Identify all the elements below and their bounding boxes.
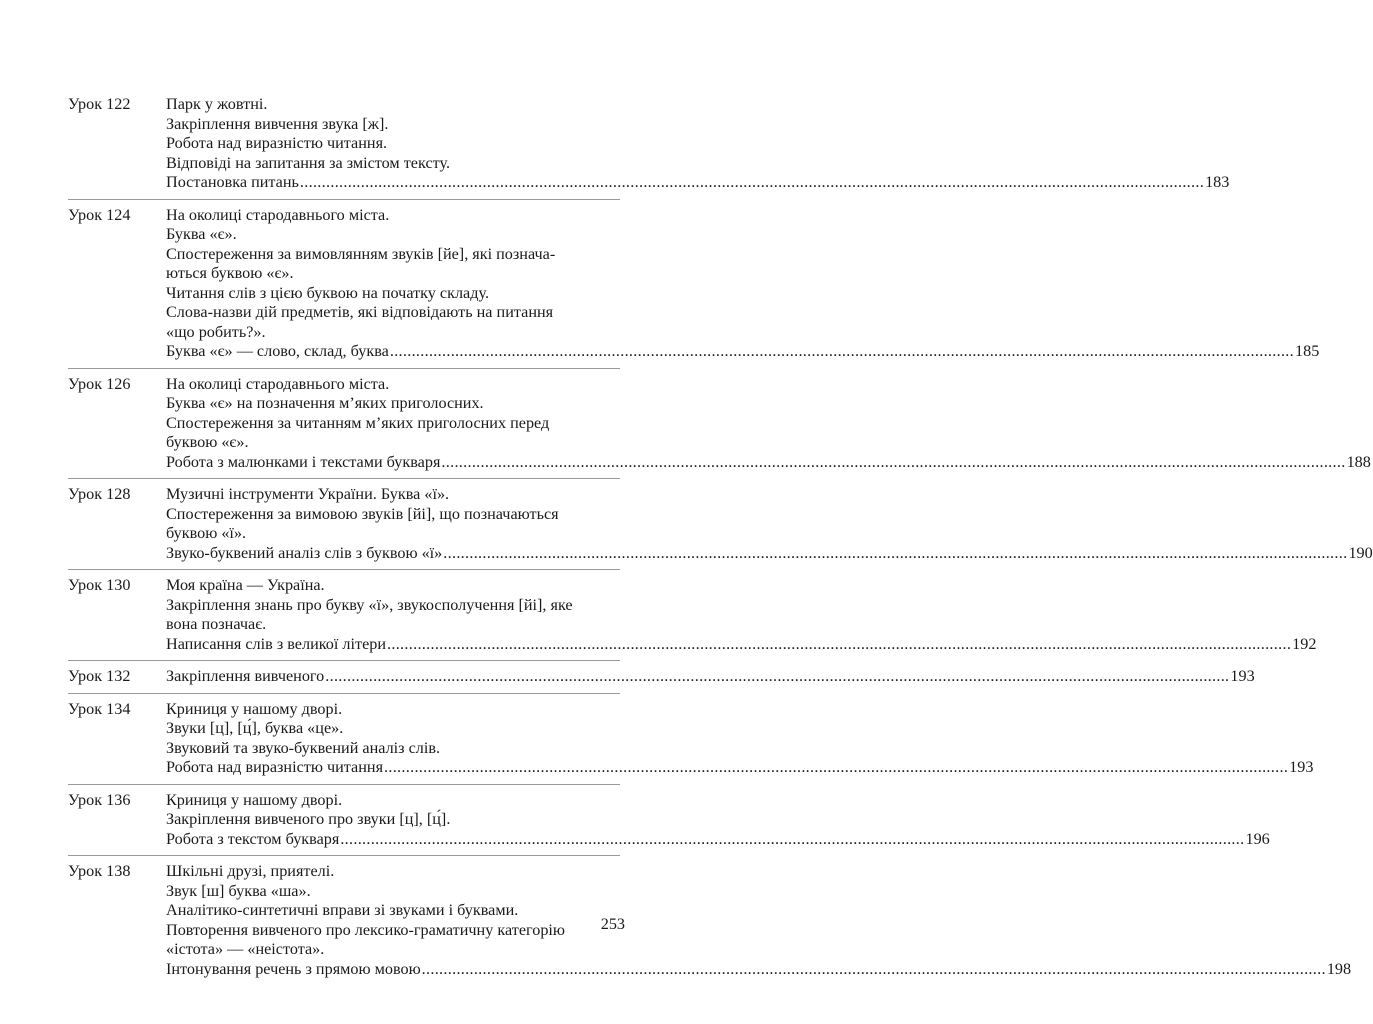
dot-leader <box>387 635 1291 655</box>
dot-leader <box>441 453 1345 473</box>
topic-line: Звук [ш] буква «ша». <box>166 881 311 900</box>
topic-line: буквою «є». <box>166 433 249 451</box>
lesson-topics <box>166 206 1319 362</box>
dot-leader <box>443 544 1347 564</box>
topic-line-with-page <box>166 453 1371 473</box>
topic-line: Закріплення вивчення звука [ж]. <box>166 114 389 133</box>
topic-line: Парк у жовтні. <box>166 95 268 113</box>
topic-line-with-page <box>166 667 1255 687</box>
page-reference: 198 <box>1326 959 1352 978</box>
topic-line: Спостереження за вимовою звуків [йі], що позначаються <box>166 504 559 523</box>
lesson-number: Урок 130 <box>68 576 131 594</box>
page-reference: 190 <box>1348 543 1373 562</box>
topic-line: На околиці стародавнього міста. <box>166 374 390 393</box>
page-reference: 193 <box>1230 667 1255 685</box>
lesson-topics <box>166 576 1316 654</box>
topic-line: ються буквою «є». <box>166 264 294 282</box>
topic-line: Аналітико-синтетичні вправи зі звуками і буквами. <box>166 901 519 919</box>
topic-line: Звуки [ц], [ц́], буква «це». <box>166 719 344 737</box>
topic-line: Відповіді на запитання за змістом тексту. <box>166 153 451 172</box>
lesson-number: Урок 138 <box>68 862 131 880</box>
toc-entry <box>68 855 1352 979</box>
lesson-number: Урок 126 <box>68 374 131 393</box>
toc-entry <box>68 693 1314 778</box>
page-reference: 183 <box>1205 173 1230 191</box>
topic-line: Буква «є» на позначення м’яких приголосних. <box>166 394 484 412</box>
topic-text: Буква «є» — слово, склад, буква <box>166 342 389 360</box>
page-reference: 192 <box>1292 634 1317 653</box>
toc-entry <box>68 199 1320 362</box>
topic-text: Звуко-буквений аналіз слів з буквою «ї» <box>166 543 443 562</box>
topic-line: Повторення вивченого про лексико-граматичну категорію <box>166 920 566 939</box>
lesson-number: Урок 128 <box>68 485 131 503</box>
topic-line: Криниця у нашому дворі. <box>166 699 343 718</box>
topic-line-with-page <box>166 342 1319 362</box>
topic-line: Спостереження за читанням м’яких приголосних перед <box>166 413 550 432</box>
lesson-topics <box>166 791 1270 850</box>
topic-text: Робота з малюнками і текстами букваря <box>166 452 441 471</box>
topic-line-with-page <box>166 635 1316 655</box>
topic-line-with-page <box>166 173 1229 193</box>
topic-line-with-page <box>166 544 1373 564</box>
page-reference: 196 <box>1245 829 1270 848</box>
topic-line: вона позначає. <box>166 615 267 633</box>
topic-text: Закріплення вивченого <box>166 667 325 685</box>
lesson-number: Урок 136 <box>68 790 131 809</box>
page-reference: 193 <box>1289 758 1314 776</box>
topic-line: Закріплення знань про букву «ї», звукосполучення [йі], яке <box>166 595 573 614</box>
lesson-topics <box>166 667 1255 687</box>
page-number: 253 <box>600 915 625 933</box>
topic-line: Буква «є». <box>166 225 237 243</box>
topic-line: «істота» — «неістота». <box>166 940 325 958</box>
dot-leader <box>422 960 1326 980</box>
topic-text: Інтонування речень з прямою мовою <box>166 959 421 978</box>
lesson-number: Урок 124 <box>68 205 131 224</box>
lesson-topics <box>166 375 1371 473</box>
lesson-topics <box>166 862 1351 979</box>
topic-line: Моя країна — Україна. <box>166 576 325 594</box>
lesson-number: Урок 122 <box>68 95 131 113</box>
dot-leader <box>300 173 1204 193</box>
table-of-contents <box>68 95 1373 979</box>
page-reference: 188 <box>1346 452 1371 471</box>
toc-entry <box>68 95 1230 193</box>
toc-entry <box>68 660 1255 687</box>
toc-entry <box>68 569 1317 654</box>
dot-leader <box>325 667 1229 687</box>
topic-line-with-page <box>166 758 1313 778</box>
topic-line: Музичні інструменти України. Буква «ї». <box>166 485 450 503</box>
topic-line: Читання слів з цією буквою на початку складу. <box>166 283 489 302</box>
topic-text: Написання слів з великої літери <box>166 634 387 653</box>
topic-line: Закріплення вивченого про звуки [ц], [ц́]. <box>166 810 451 828</box>
lesson-topics <box>166 95 1229 193</box>
topic-line: «що робить?». <box>166 322 266 341</box>
topic-text: Робота з текстом букваря <box>166 829 340 848</box>
topic-line: Криниця у нашому дворі. <box>166 790 343 809</box>
topic-line: Робота над виразністю читання. <box>166 134 388 152</box>
lesson-topics <box>166 485 1373 563</box>
page-reference: 185 <box>1295 342 1320 360</box>
topic-line: Слова-назви дій предметів, які відповідають на питання <box>166 303 554 321</box>
lesson-number: Урок 132 <box>68 667 131 685</box>
dot-leader <box>340 830 1244 850</box>
topic-line-with-page <box>166 830 1270 850</box>
topic-text: Постановка питань <box>166 173 299 191</box>
topic-line: Спостереження за вимовлянням звуків [йе], які познача- <box>166 244 556 263</box>
dot-leader <box>390 342 1294 362</box>
toc-entry <box>68 784 1270 850</box>
lesson-number: Урок 134 <box>68 699 131 718</box>
topic-line-with-page <box>166 960 1351 980</box>
topic-line: На околиці стародавнього міста. <box>166 205 390 224</box>
lesson-topics <box>166 700 1313 778</box>
toc-entry <box>68 368 1371 473</box>
topic-line: буквою «ї». <box>166 524 247 542</box>
topic-line: Шкільні друзі, приятелі. <box>166 862 335 880</box>
toc-entry <box>68 478 1373 563</box>
topic-line: Звуковий та звуко-буквений аналіз слів. <box>166 738 441 757</box>
topic-text: Робота над виразністю читання <box>166 758 384 776</box>
dot-leader <box>384 758 1288 778</box>
